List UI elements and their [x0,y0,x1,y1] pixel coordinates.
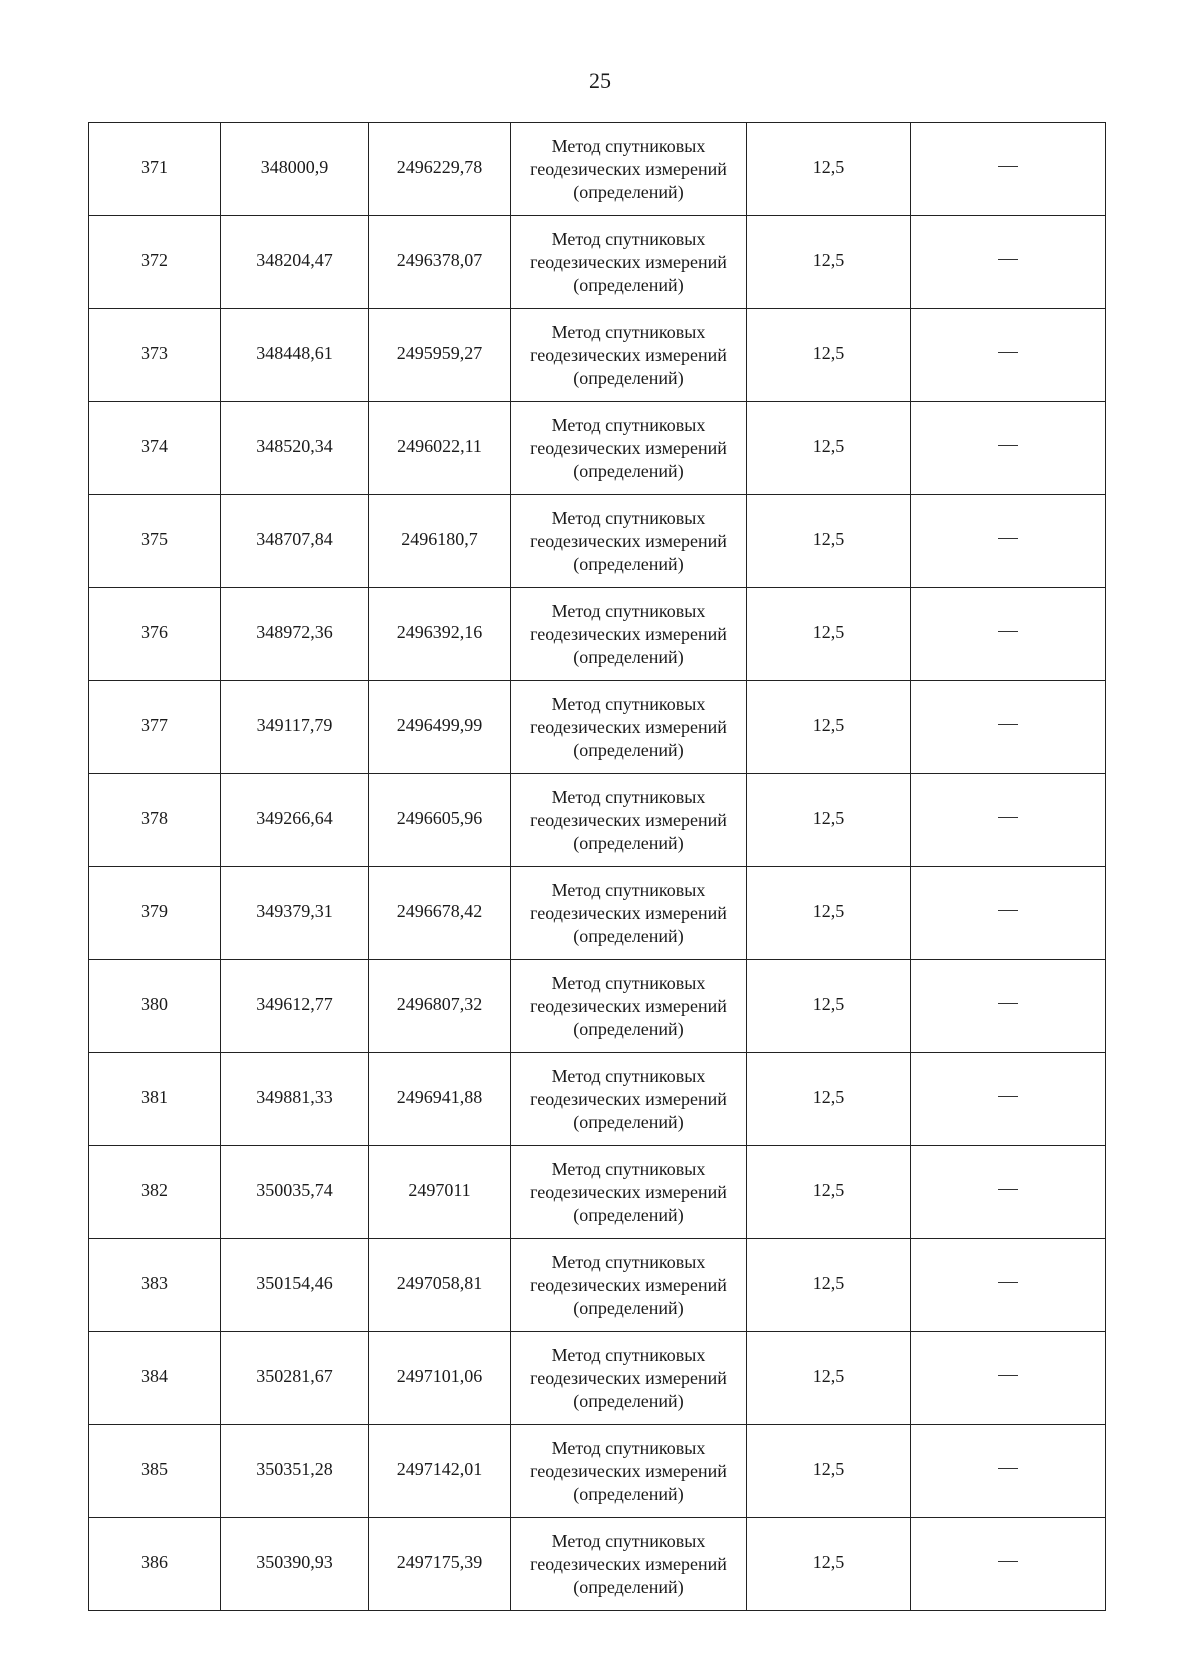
method-line: (определений) [573,553,684,574]
point-number-cell: 377 [89,681,221,774]
method-line: Метод спутниковых [551,414,706,435]
method-line: Метод спутниковых [551,135,706,156]
table-row [89,960,1106,1053]
point-number-cell: 384 [89,1332,221,1425]
method-line: (определений) [573,1483,684,1504]
note-cell [911,1239,1106,1332]
y-coordinate-cell: 2496499,99 [369,681,511,774]
note-cell [911,123,1106,216]
method-line: геодезических измерений [530,995,727,1016]
note-cell [911,402,1106,495]
method-line: (определений) [573,1018,684,1039]
table-row [89,588,1106,681]
table-row [89,1239,1106,1332]
method-line: Метод спутниковых [551,693,706,714]
note-cell [911,588,1106,681]
dash-mark [998,1561,1018,1562]
method-line: геодезических измерений [530,1274,727,1295]
y-coordinate-cell: 2496022,11 [369,402,511,495]
x-coordinate-cell: 348972,36 [221,588,369,681]
note-cell [911,681,1106,774]
method-cell [511,774,747,867]
method-line: (определений) [573,1111,684,1132]
accuracy-cell: 12,5 [747,1518,911,1611]
accuracy-cell: 12,5 [747,867,911,960]
coordinates-table [88,122,1106,1611]
y-coordinate-cell: 2497175,39 [369,1518,511,1611]
table-row [89,402,1106,495]
method-line: (определений) [573,367,684,388]
note-cell [911,1518,1106,1611]
dash-mark [998,1468,1018,1469]
method-cell [511,588,747,681]
dash-mark [998,166,1018,167]
y-coordinate-cell: 2495959,27 [369,309,511,402]
y-coordinate-cell: 2497011 [369,1146,511,1239]
x-coordinate-cell: 350351,28 [221,1425,369,1518]
point-number-cell: 381 [89,1053,221,1146]
x-coordinate-cell: 349379,31 [221,867,369,960]
table-row [89,1332,1106,1425]
y-coordinate-cell: 2496180,7 [369,495,511,588]
accuracy-cell: 12,5 [747,681,911,774]
dash-mark [998,724,1018,725]
method-line: геодезических измерений [530,902,727,923]
method-cell [511,1146,747,1239]
table-row [89,681,1106,774]
table-row [89,867,1106,960]
table-row [89,1146,1106,1239]
x-coordinate-cell: 349117,79 [221,681,369,774]
method-line: Метод спутниковых [551,1158,706,1179]
accuracy-cell: 12,5 [747,495,911,588]
point-number-cell: 374 [89,402,221,495]
table-row [89,309,1106,402]
accuracy-cell: 12,5 [747,960,911,1053]
x-coordinate-cell: 350154,46 [221,1239,369,1332]
method-line: (определений) [573,1390,684,1411]
point-number-cell: 375 [89,495,221,588]
dash-mark [998,910,1018,911]
method-line: (определений) [573,925,684,946]
method-line: Метод спутниковых [551,600,706,621]
method-cell [511,1518,747,1611]
method-cell [511,1239,747,1332]
method-line: геодезических измерений [530,530,727,551]
note-cell [911,1332,1106,1425]
method-line: Метод спутниковых [551,786,706,807]
dash-mark [998,352,1018,353]
point-number-cell: 383 [89,1239,221,1332]
accuracy-cell: 12,5 [747,309,911,402]
x-coordinate-cell: 350281,67 [221,1332,369,1425]
accuracy-cell: 12,5 [747,774,911,867]
page-number: 25 [589,68,611,93]
method-line: геодезических измерений [530,623,727,644]
table-row [89,216,1106,309]
x-coordinate-cell: 348707,84 [221,495,369,588]
method-line: (определений) [573,1204,684,1225]
dash-mark [998,445,1018,446]
method-line: геодезических измерений [530,716,727,737]
dash-mark [998,1282,1018,1283]
dash-mark [998,1096,1018,1097]
note-cell [911,960,1106,1053]
method-line: Метод спутниковых [551,1437,706,1458]
dash-mark [998,817,1018,818]
point-number-cell: 382 [89,1146,221,1239]
method-line: геодезических измерений [530,809,727,830]
x-coordinate-cell: 349881,33 [221,1053,369,1146]
method-line: геодезических измерений [530,158,727,179]
method-cell [511,216,747,309]
accuracy-cell: 12,5 [747,402,911,495]
point-number-cell: 372 [89,216,221,309]
dash-mark [998,1375,1018,1376]
note-cell [911,774,1106,867]
table-row [89,123,1106,216]
note-cell [911,1053,1106,1146]
dash-mark [998,631,1018,632]
accuracy-cell: 12,5 [747,1146,911,1239]
method-line: (определений) [573,274,684,295]
x-coordinate-cell: 350390,93 [221,1518,369,1611]
method-line: Метод спутниковых [551,1530,706,1551]
method-cell [511,495,747,588]
method-line: геодезических измерений [530,1553,727,1574]
x-coordinate-cell: 348204,47 [221,216,369,309]
y-coordinate-cell: 2497142,01 [369,1425,511,1518]
table-row [89,1053,1106,1146]
y-coordinate-cell: 2496678,42 [369,867,511,960]
point-number-cell: 379 [89,867,221,960]
method-line: геодезических измерений [530,1460,727,1481]
method-line: (определений) [573,181,684,202]
method-line: геодезических измерений [530,344,727,365]
point-number-cell: 371 [89,123,221,216]
note-cell [911,495,1106,588]
method-line: геодезических измерений [530,251,727,272]
method-cell [511,681,747,774]
method-line: Метод спутниковых [551,228,706,249]
method-cell [511,402,747,495]
method-cell [511,867,747,960]
note-cell [911,1425,1106,1518]
method-line: (определений) [573,739,684,760]
note-cell [911,216,1106,309]
method-cell [511,1425,747,1518]
y-coordinate-cell: 2497058,81 [369,1239,511,1332]
method-line: геодезических измерений [530,1181,727,1202]
accuracy-cell: 12,5 [747,588,911,681]
method-line: (определений) [573,1297,684,1318]
accuracy-cell: 12,5 [747,1425,911,1518]
y-coordinate-cell: 2497101,06 [369,1332,511,1425]
method-line: геодезических измерений [530,1088,727,1109]
dash-mark [998,538,1018,539]
method-cell [511,1332,747,1425]
method-line: (определений) [573,460,684,481]
note-cell [911,1146,1106,1239]
method-line: Метод спутниковых [551,1251,706,1272]
method-line: геодезических измерений [530,1367,727,1388]
point-number-cell: 386 [89,1518,221,1611]
y-coordinate-cell: 2496807,32 [369,960,511,1053]
accuracy-cell: 12,5 [747,1053,911,1146]
x-coordinate-cell: 348000,9 [221,123,369,216]
point-number-cell: 380 [89,960,221,1053]
dash-mark [998,1189,1018,1190]
accuracy-cell: 12,5 [747,1332,911,1425]
method-cell [511,309,747,402]
method-cell [511,123,747,216]
method-line: Метод спутниковых [551,879,706,900]
table-row [89,1425,1106,1518]
method-line: Метод спутниковых [551,1065,706,1086]
method-line: Метод спутниковых [551,972,706,993]
method-line: Метод спутниковых [551,507,706,528]
method-cell [511,1053,747,1146]
x-coordinate-cell: 349266,64 [221,774,369,867]
point-number-cell: 373 [89,309,221,402]
method-cell [511,960,747,1053]
accuracy-cell: 12,5 [747,1239,911,1332]
y-coordinate-cell: 2496605,96 [369,774,511,867]
x-coordinate-cell: 348448,61 [221,309,369,402]
method-line: (определений) [573,646,684,667]
method-line: (определений) [573,832,684,853]
dash-mark [998,1003,1018,1004]
note-cell [911,309,1106,402]
dash-mark [998,259,1018,260]
table-body [89,123,1106,1611]
method-line: (определений) [573,1576,684,1597]
y-coordinate-cell: 2496229,78 [369,123,511,216]
accuracy-cell: 12,5 [747,123,911,216]
y-coordinate-cell: 2496378,07 [369,216,511,309]
method-line: Метод спутниковых [551,321,706,342]
x-coordinate-cell: 348520,34 [221,402,369,495]
table-row [89,1518,1106,1611]
accuracy-cell: 12,5 [747,216,911,309]
method-line: Метод спутниковых [551,1344,706,1365]
y-coordinate-cell: 2496941,88 [369,1053,511,1146]
point-number-cell: 385 [89,1425,221,1518]
table-row [89,774,1106,867]
table-row [89,495,1106,588]
point-number-cell: 378 [89,774,221,867]
x-coordinate-cell: 350035,74 [221,1146,369,1239]
y-coordinate-cell: 2496392,16 [369,588,511,681]
x-coordinate-cell: 349612,77 [221,960,369,1053]
point-number-cell: 376 [89,588,221,681]
note-cell [911,867,1106,960]
method-line: геодезических измерений [530,437,727,458]
